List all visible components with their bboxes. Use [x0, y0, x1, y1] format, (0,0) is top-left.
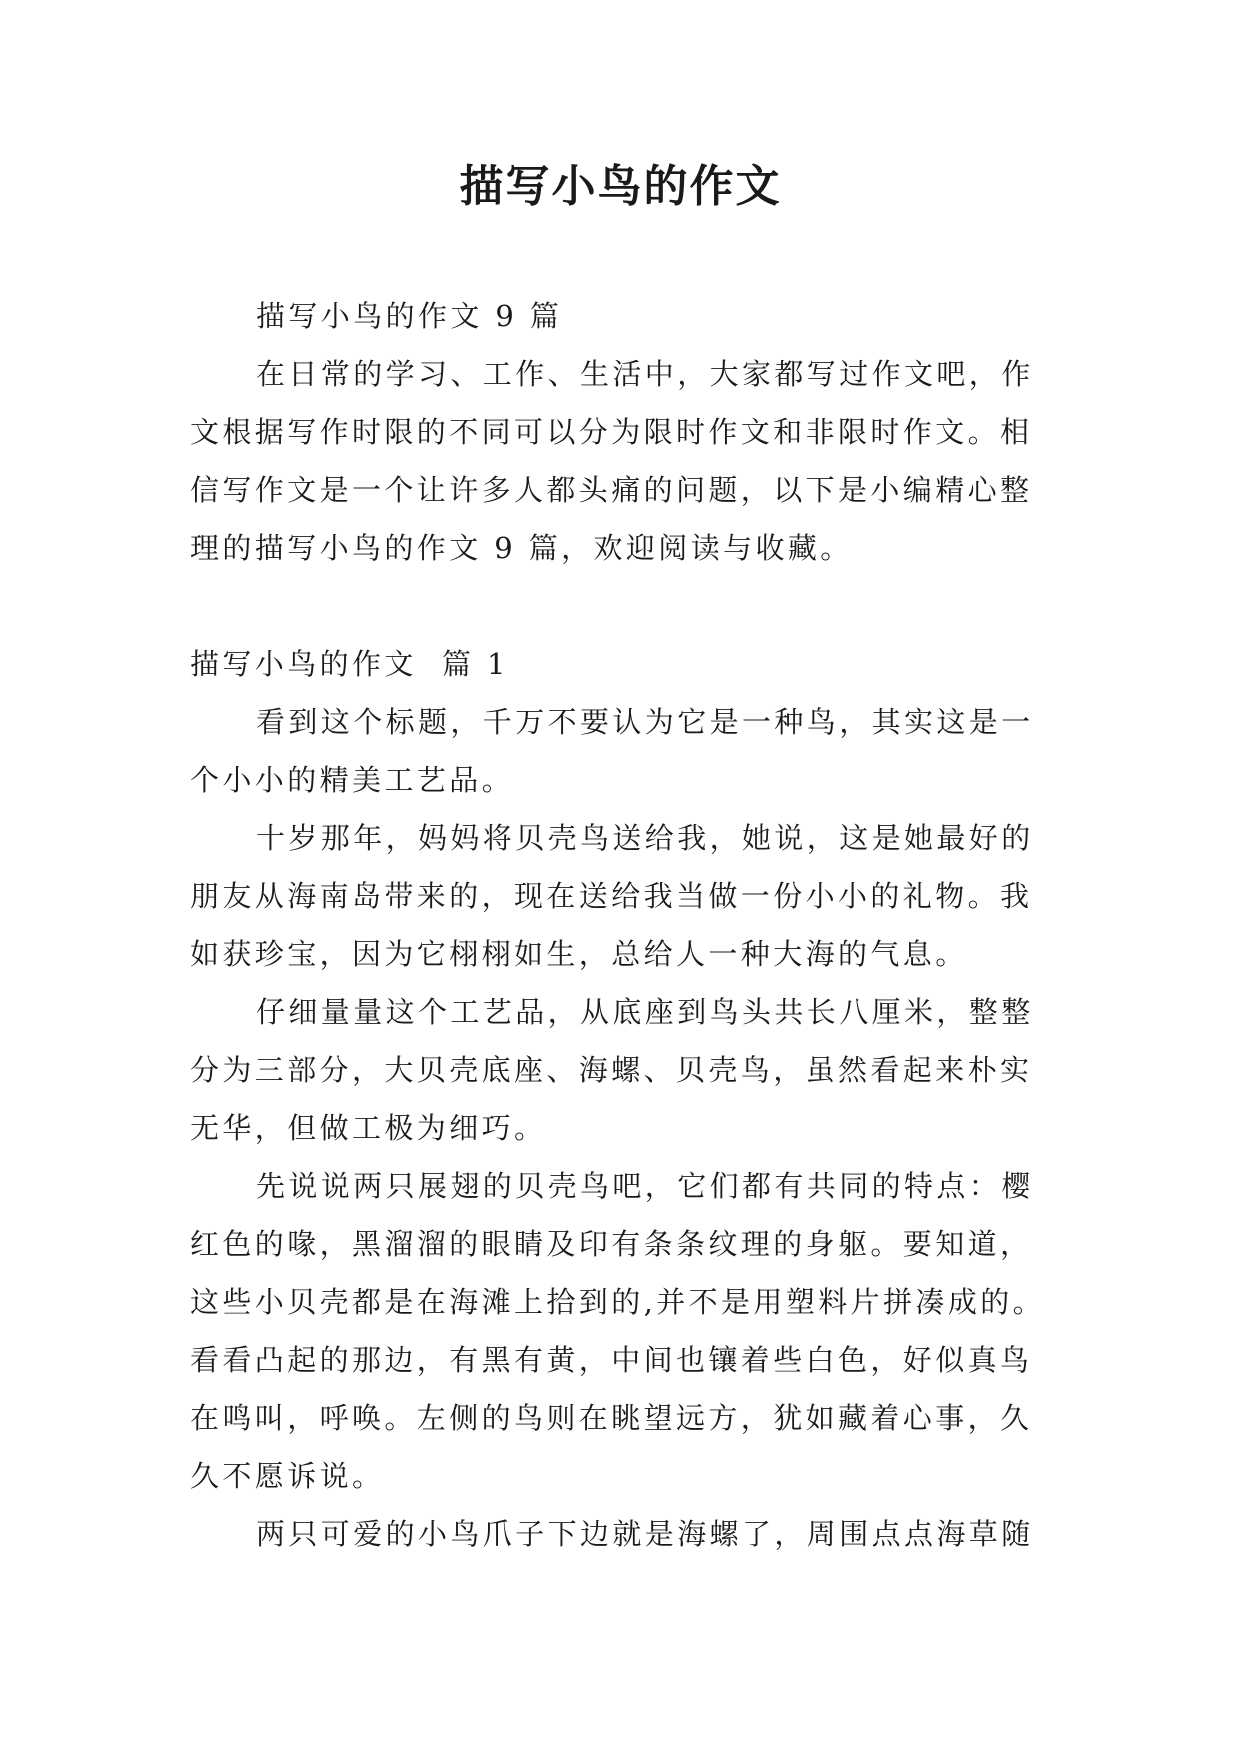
paragraph: 看到这个标题，千万不要认为它是一种鸟，其实这是一个小小的精美工艺品。	[190, 705, 1034, 797]
intro-paragraph: 在日常的学习、工作、生活中，大家都写过作文吧，作文根据写作时限的不同可以分为限时作文和非限时作文。相信写作文是一个让许多人都头痛的问题，以下是小编精心整理的描写小鸟的作文 9 篇，欢迎阅读与收藏。	[190, 357, 1034, 565]
intro-heading: 描写小鸟的作文 9 篇	[256, 299, 563, 333]
document-title: 描写小鸟的作文	[459, 161, 782, 212]
paragraph: 仔细量量这个工艺品，从底座到鸟头共长八厘米，整整分为三部分，大贝壳底座、海螺、贝壳鸟，虽然看起来朴实无华，但做工极为细巧。	[190, 995, 1034, 1145]
document-body	[190, 287, 1060, 1563]
paragraph: 先说说两只展翅的贝壳鸟吧，它们都有共同的特点：樱红色的喙，黑溜溜的眼睛及印有条条纹理的身躯。要知道，这些小贝壳都是在海滩上拾到的,并不是用塑料片拼凑成的。看看凸起的那边，有黑有黄，中间也镶着些白色，好似真鸟在鸣叫，呼唤。左侧的鸟则在眺望远方，犹如藏着心事，久久不愿诉说。	[190, 1169, 1046, 1493]
paragraph: 两只可爱的小鸟爪子下边就是海螺了，周围点点海草随	[256, 1517, 1034, 1551]
section-spacer	[190, 577, 1060, 635]
section-heading: 描写小鸟的作文 篇 1	[190, 647, 509, 681]
paragraph: 十岁那年，妈妈将贝壳鸟送给我，她说，这是她最好的朋友从海南岛带来的，现在送给我当做一份小小的礼物。我如获珍宝，因为它栩栩如生，总给人一种大海的气息。	[190, 821, 1034, 971]
